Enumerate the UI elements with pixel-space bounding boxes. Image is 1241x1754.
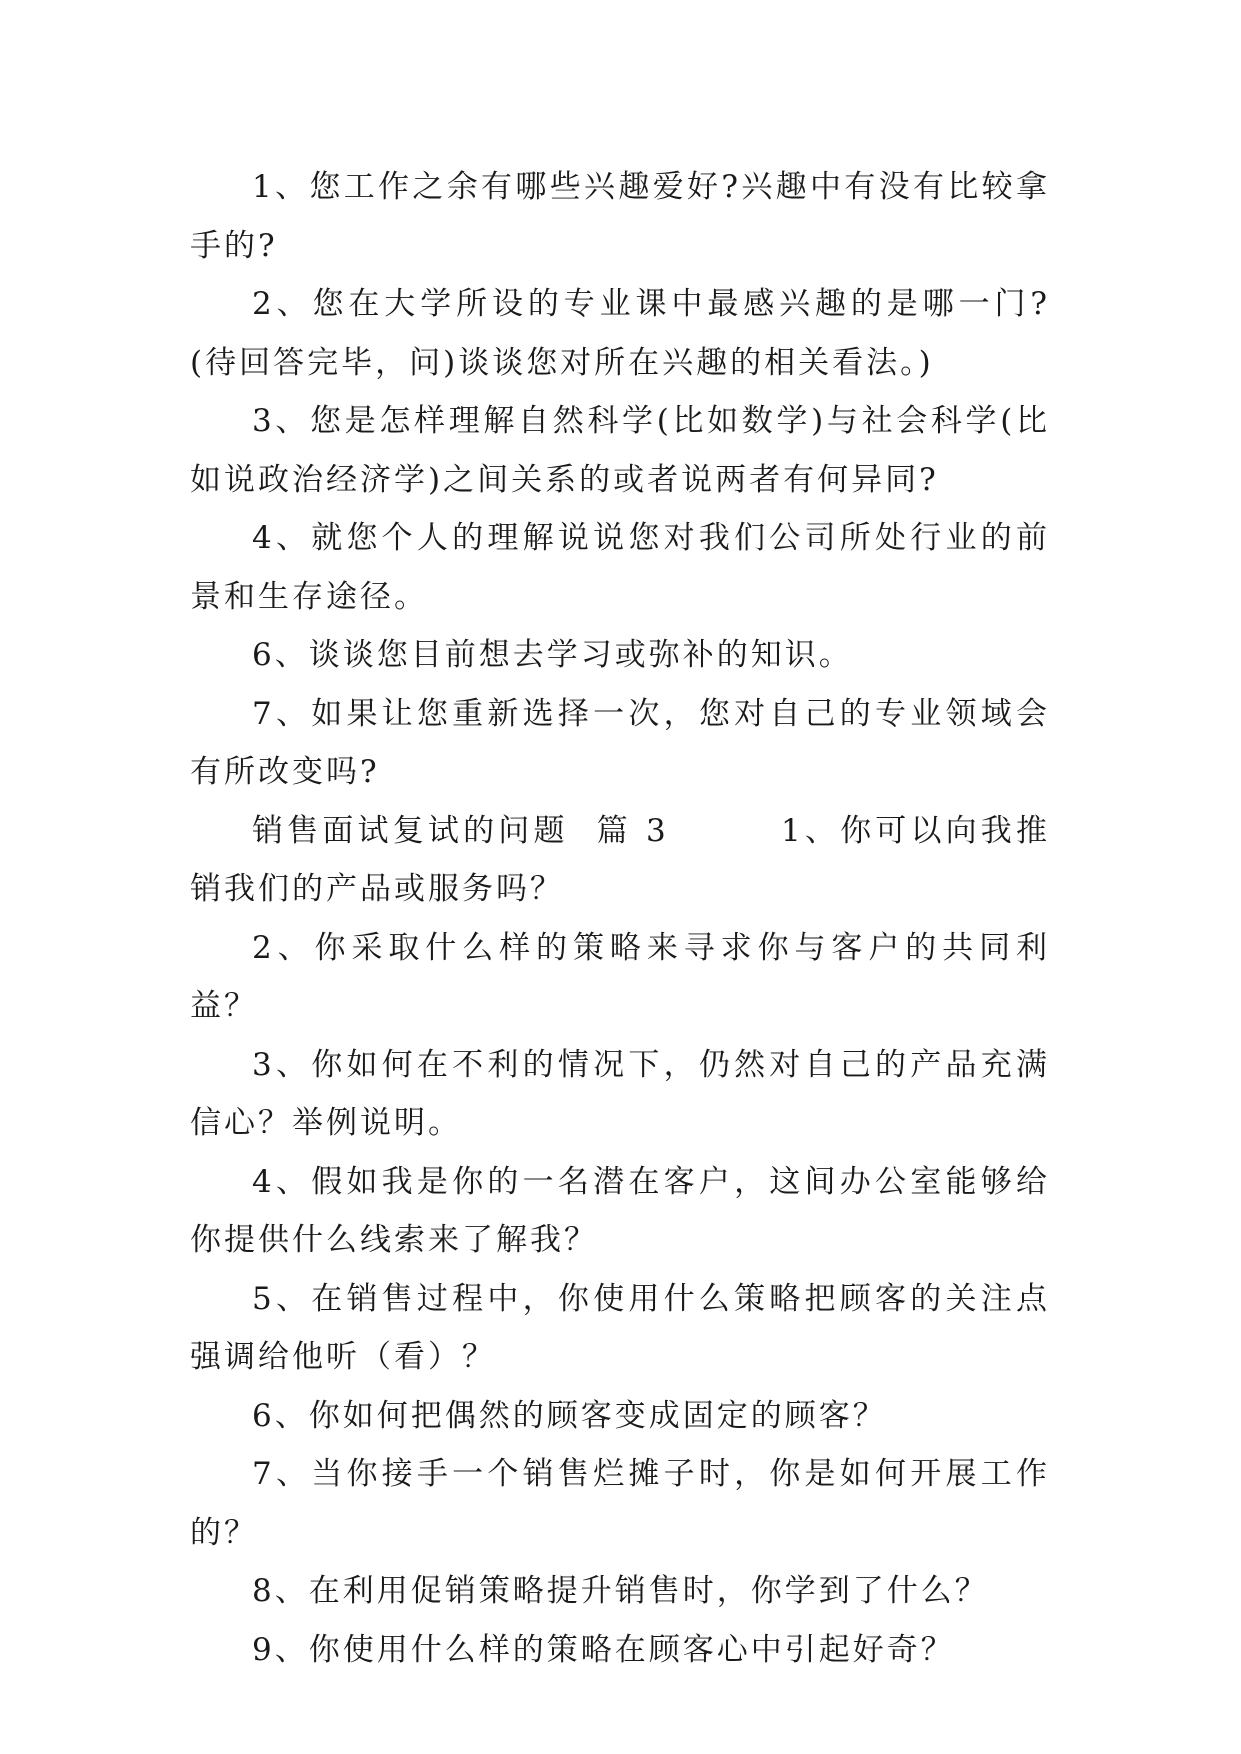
paragraph-confidence-question: 3、你如何在不利的情况下，仍然对自己的产品充满信心？举例说明。 xyxy=(190,1046,1050,1141)
paragraph-hobbies-question: 1、您工作之余有哪些兴趣爱好?兴趣中有没有比较拿手的? xyxy=(190,169,1050,264)
paragraph-section-heading-sales: 销售面试复试的问题 篇 3 1、你可以向我推销我们的产品或服务吗？ xyxy=(190,812,1050,907)
paragraph-reselect-major-question: 7、如果让您重新选择一次，您对自己的专业领域会有所改变吗? xyxy=(190,695,1050,790)
paragraph-knowledge-question: 6、谈谈您目前想去学习或弥补的知识。 xyxy=(252,637,853,673)
paragraph-promotion-question: 8、在利用促销策略提升销售时，你学到了什么？ xyxy=(252,1573,989,1609)
paragraph-common-interest-question: 2、你采取什么样的策略来寻求你与客户的共同利益？ xyxy=(190,929,1050,1024)
paragraph-sales-mess-question: 7、当你接手一个销售烂摊子时，你是如何开展工作的？ xyxy=(190,1456,1050,1551)
paragraph-office-clues-question: 4、假如我是你的一名潜在客户，这间办公室能够给你提供什么线索来了解我？ xyxy=(190,1163,1050,1258)
paragraph-curiosity-question: 9、你使用什么样的策略在顾客心中引起好奇？ xyxy=(252,1631,955,1668)
paragraph-favorite-course-question: 2、您在大学所设的专业课中最感兴趣的是哪一门?(待回答完毕，问)谈谈您对所在兴趣的相关看法。) xyxy=(190,286,1050,381)
paragraph-focus-strategy-question: 5、在销售过程中，你使用什么策略把顾客的关注点强调给他听（看）？ xyxy=(190,1280,1050,1375)
paragraph-regular-customer-question: 6、你如何把偶然的顾客变成固定的顾客？ xyxy=(252,1397,887,1434)
document-body xyxy=(190,158,1050,1679)
paragraph-science-relation-question: 3、您是怎样理解自然科学(比如数学)与社会科学(比如说政治经济学)之间关系的或者说两者有何异同? xyxy=(190,403,1050,498)
paragraph-industry-prospect-question: 4、就您个人的理解说说您对我们公司所处行业的前景和生存途径。 xyxy=(190,520,1050,615)
